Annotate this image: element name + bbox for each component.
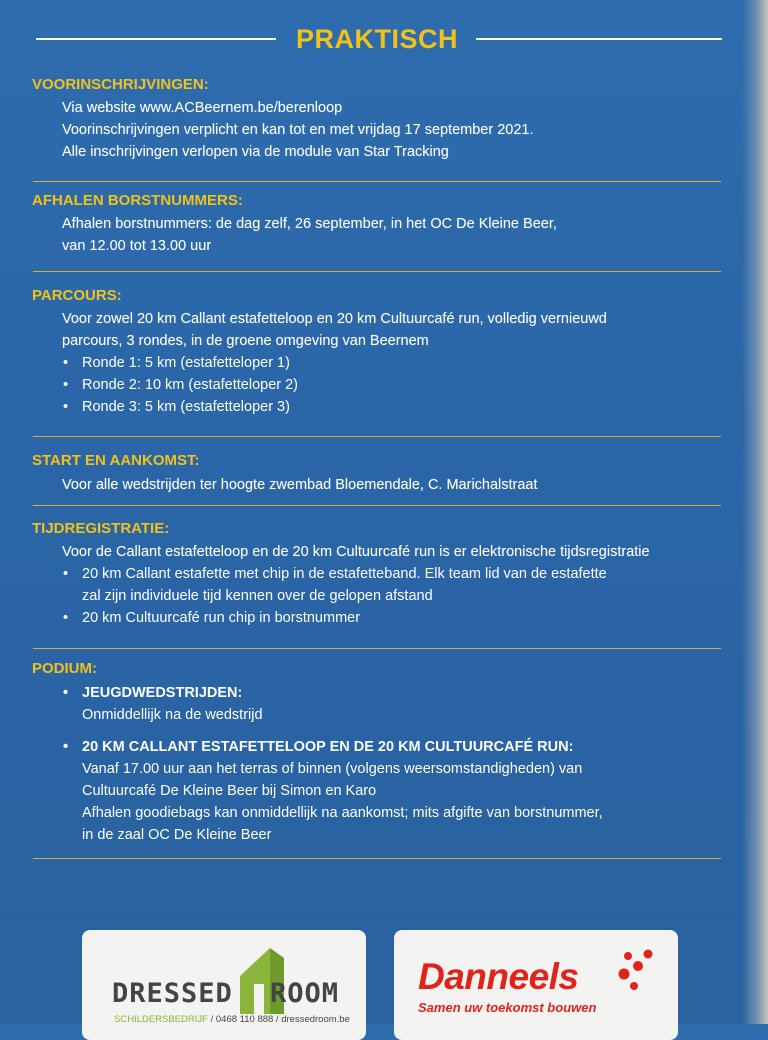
page-edge-shadow xyxy=(742,0,768,1024)
bullet-icon: • xyxy=(63,399,69,415)
section-divider xyxy=(33,505,721,506)
bullet-icon: • xyxy=(63,685,69,701)
section-parcours xyxy=(32,287,732,418)
list-item xyxy=(32,736,732,758)
section-tijdregistratie xyxy=(32,520,732,629)
section-divider xyxy=(33,271,721,272)
list-item xyxy=(32,374,732,396)
section-divider xyxy=(33,436,721,437)
text-line: Voorinschrijvingen verplicht en kan tot en met vrijdag 17 september 2021. xyxy=(62,122,534,138)
section-afhalen-borstnummers xyxy=(32,192,732,257)
section-heading: PODIUM: xyxy=(32,660,97,677)
dots-logo-icon xyxy=(608,948,660,998)
list-item-text: Ronde 1: 5 km (estafetteloper 1) xyxy=(82,355,290,371)
text-line: Cultuurcafé De Kleine Beer bij Simon en Karo xyxy=(82,783,377,799)
section-heading: VOORINSCHRIJVINGEN: xyxy=(32,76,209,93)
text-line: Voor zowel 20 km Callant estafetteloop en 20 km Cultuurcafé run, volledig vernieuwd xyxy=(62,311,607,327)
list-item-title: JEUGDWEDSTRIJDEN: xyxy=(82,685,243,701)
list-item-text: Ronde 3: 5 km (estafetteloper 3) xyxy=(82,399,290,415)
bullet-icon: • xyxy=(63,377,69,393)
bullet-icon: • xyxy=(63,610,69,626)
section-heading: AFHALEN BORSTNUMMERS: xyxy=(32,192,243,209)
danneels-name: Danneels xyxy=(418,956,579,997)
list-item xyxy=(32,396,732,418)
dressed-room-subline xyxy=(114,1014,350,1025)
title-rule-left xyxy=(36,38,276,40)
section-divider xyxy=(33,181,721,182)
page-title: PRAKTISCH xyxy=(295,24,458,54)
bullet-icon: • xyxy=(63,739,69,755)
dressed-room-contact: / 0468 110 888 / dressedroom.be xyxy=(207,1014,350,1025)
section-podium xyxy=(32,660,732,846)
list-item-continuation: zal zijn individuele tijd kennen over de gelopen afstand xyxy=(82,588,433,604)
text-line: in de zaal OC De Kleine Beer xyxy=(82,827,272,843)
text-line: Via website www.ACBeernem.be/berenloop xyxy=(62,100,343,116)
list-item-text: Ronde 2: 10 km (estafetteloper 2) xyxy=(82,377,299,393)
bullet-icon: • xyxy=(63,355,69,371)
section-start-en-aankomst xyxy=(32,452,732,496)
list-item-text: 20 km Callant estafette met chip in de estafetteband. Elk team lid van de estafette xyxy=(82,566,607,582)
dressed-room-word-1: DRESSED xyxy=(112,978,233,1009)
title-row xyxy=(36,24,726,60)
section-heading: START EN AANKOMST: xyxy=(32,452,200,469)
list-item xyxy=(32,352,732,374)
text-line: Afhalen goodiebags kan onmiddellijk na aankomst; mits afgifte van borstnummer, xyxy=(82,805,603,821)
title-rule-right xyxy=(476,38,722,40)
section-divider xyxy=(33,858,721,859)
text-line: Voor alle wedstrijden ter hoogte zwembad Bloemendale, C. Marichalstraat xyxy=(62,477,538,493)
text-line: Afhalen borstnummers: de dag zelf, 26 september, in het OC De Kleine Beer, xyxy=(62,216,557,232)
list-item-title: 20 KM CALLANT ESTAFETTELOOP EN DE 20 KM CULTUURCAFÉ RUN: xyxy=(82,739,574,755)
text-line: parcours, 3 rondes, in de groene omgeving van Beernem xyxy=(62,333,429,349)
list-item xyxy=(32,607,732,629)
list-item-text: 20 km Cultuurcafé run chip in borstnummer xyxy=(82,610,361,626)
danneels-tagline: Samen uw toekomst bouwen xyxy=(418,1000,597,1015)
text-line: Voor de Callant estafetteloop en de 20 km Cultuurcafé run is er elektronische tijdsregistratie xyxy=(62,544,650,560)
text-line: van 12.00 tot 13.00 uur xyxy=(62,238,212,254)
dressed-room-word-2: ROOM xyxy=(270,978,340,1009)
text-line: Vanaf 17.00 uur aan het terras of binnen (volgens weersomstandigheden) van xyxy=(82,761,583,777)
list-item xyxy=(32,563,732,585)
section-voorinschrijvingen xyxy=(32,76,732,163)
dressed-room-trade: SCHILDERSBEDRIJF xyxy=(114,1014,208,1025)
section-divider xyxy=(33,648,721,649)
section-heading: PARCOURS: xyxy=(32,287,122,304)
list-item xyxy=(32,682,732,704)
bullet-icon: • xyxy=(63,566,69,582)
section-heading: TIJDREGISTRATIE: xyxy=(32,520,170,537)
text-line: Alle inschrijvingen verlopen via de module van Star Tracking xyxy=(62,144,449,160)
text-line: Onmiddellijk na de wedstrijd xyxy=(82,707,263,723)
